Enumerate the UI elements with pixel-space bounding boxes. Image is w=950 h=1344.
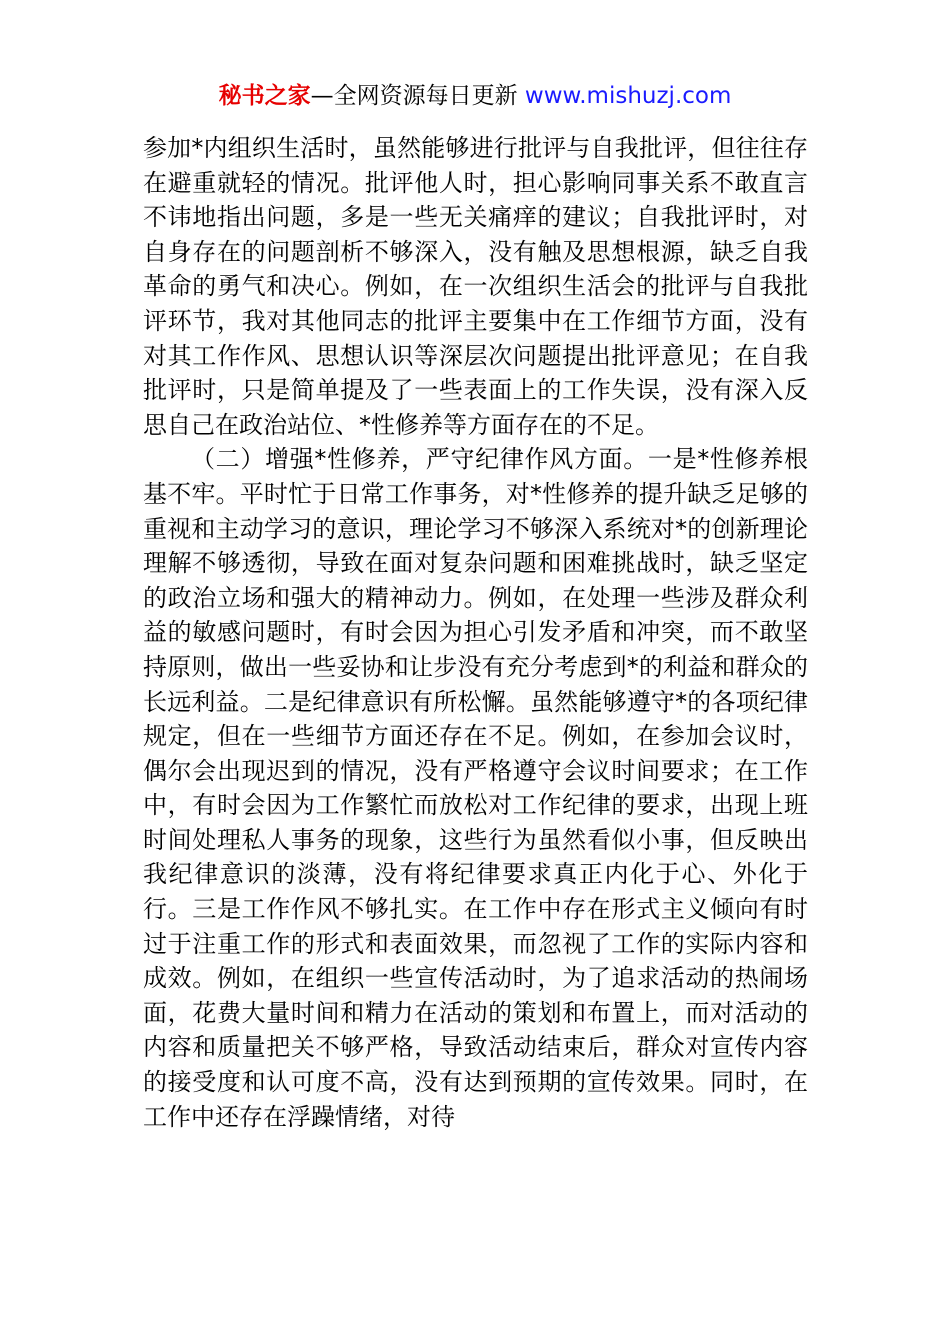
site-url-link[interactable]: www.mishuzj.com [524,83,732,109]
site-brand: 秘书之家 [218,83,311,109]
site-header [0,80,950,112]
paragraph-criticism: 参加*内组织生活时，虽然能够进行批评与自我批评，但往往存在避重就轻的情况。批评他人时，担心影响同事关系不敢直言不讳地指出问题，多是一些无关痛痒的建议；自我批评时，对自身存在的问题剖析不够深入，没有触及思想根源，缺乏自我革命的勇气和决心。例如，在一次组织生活会的批评与自我批评环节，我对其他同志的批评主要集中在工作细节方面，没有对其工作作风、思想认识等深层次问题提出批评意见；在自我批评时，只是简单提及了一些表面上的工作失误，没有深入反思自己在政治站位、*性修养等方面存在的不足。 [143,134,808,439]
paragraph-party-cultivation: （二）增强*性修养，严守纪律作风方面。一是*性修养根基不牢。平时忙于日常工作事务，对*性修养的提升缺乏足够的重视和主动学习的意识，理论学习不够深入系统对*的创新理论理解不够透彻，导致在面对复杂问题和困难挑战时，缺乏坚定的政治立场和强大的精神动力。例如，在处理一些涉及群众利益的敏感问题时，有时会因为担心引发矛盾和冲突，而不敢坚持原则，做出一些妥协和让步没有充分考虑到*的利益和群众的长远利益。二是纪律意识有所松懈。虽然能够遵守*的各项纪律规定，但在一些细节方面还存在不足。例如，在参加会议时，偶尔会出现迟到的情况，没有严格遵守会议时间要求；在工作中，有时会因为工作繁忙而放松对工作纪律的要求，出现上班时间处理私人事务的现象，这些行为虽然看似小事，但反映出我纪律意识的淡薄，没有将纪律要求真正内化于心、外化于行。三是工作作风不够扎实。在工作中存在形式主义倾向有时过于注重工作的形式和表面效果，而忽视了工作的实际内容和成效。例如，在组织一些宣传活动时，为了追求活动的热闹场面，花费大量时间和精力在活动的策划和布置上，而对活动的内容和质量把关不够严格，导致活动结束后，群众对宣传内容的接受度和认可度不高，没有达到预期的宣传效果。同时，在工作中还存在浮躁情绪，对待 [143,445,808,1131]
document-body [143,131,808,1134]
site-tagline: —全网资源每日更新 [310,83,525,109]
